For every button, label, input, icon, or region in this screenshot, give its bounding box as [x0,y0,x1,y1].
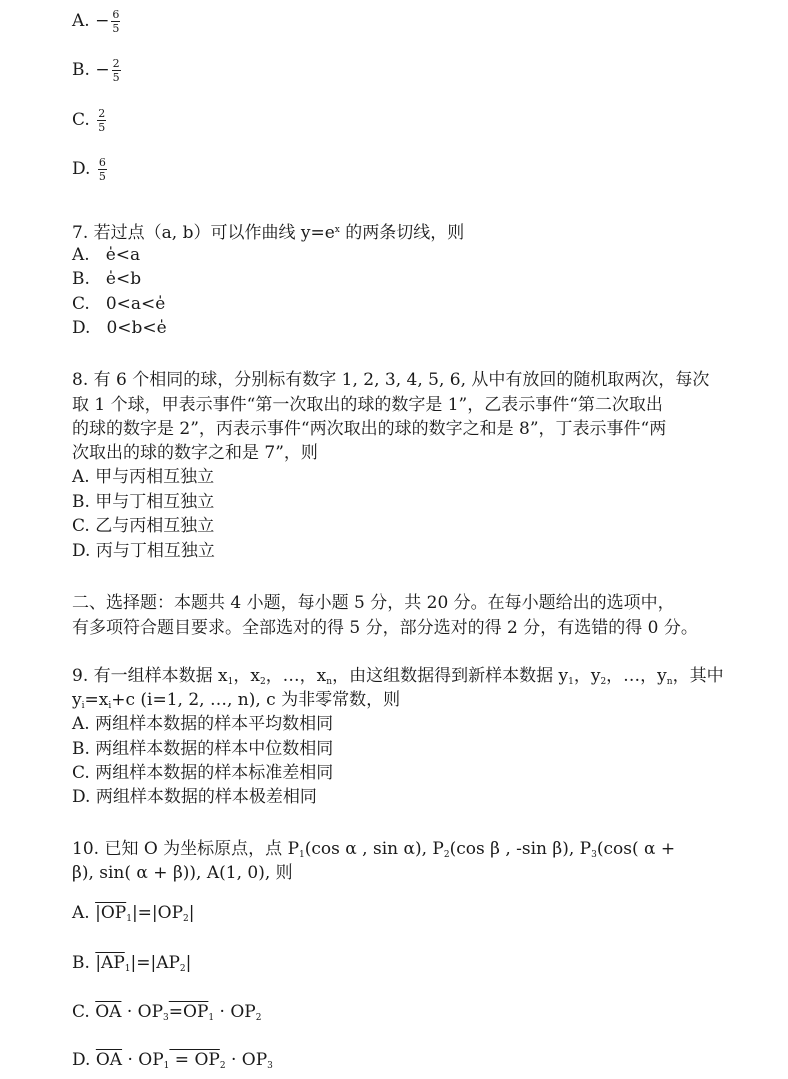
q9-option-c: C. 两组样本数据的样本标准差相同 [72,763,334,783]
q9-option-b: B. 两组样本数据的样本中位数相同 [72,739,334,759]
q8-option-a: A. 甲与丙相互独立 [72,467,215,487]
q7-option-b: B. e̍<b [72,269,142,289]
q9-stem-line2: $y_i=x_i+c$ (i=1, 2, …, n), c 为非零常数，则 [72,690,401,711]
q9-option-a: A. 两组样本数据的样本平均数相同 [72,714,334,734]
q8-stem-line: 8. 有 6 个相同的球，分别标有数字 1, 2, 3, 4, 5, 6, 从中有放回的随机取两次，每次 [72,370,710,390]
q7-option-c: C. 0<a<e̍ [72,294,166,314]
minus-sign: − [95,60,110,80]
option-label: C. [72,110,90,130]
option-label: D. [72,159,91,179]
q10-option-d: D. $\overline{OA} \cdot OP_1 = OP_2 \cdot OP_3$ [72,1050,273,1071]
section-heading-line: 二、选择题：本题共 4 小题，每小题 5 分，共 20 分。在每小题给出的选项中， [72,593,675,613]
q7-stem: 7. 若过点（a, b）可以作曲线 $y=e^x$ 的两条切线，则 [72,223,465,243]
q7-option-d: D. 0<b<e̍ [72,318,167,338]
q8-stem-line: 的球的数字是 2”，丙表示事件“两次取出的球的数字之和是 8”，丁表示事件“两 [72,419,667,439]
q10-option-b: B. $|AP_1|=|AP_2|$ [72,953,192,974]
fraction: $\frac{6}{5}$ [98,156,106,183]
q10-stem-line1: 10. 已知 O 为坐标原点，点 $P_1(\cos$ α , sin α), $P_2(\cos$ β , -sin β), $P_3(\cos$( α + [72,839,676,860]
q7-option-a: A. e̍<a [72,245,141,265]
q8-option-b: B. 甲与丁相互独立 [72,492,215,512]
q6-option-a [72,8,120,35]
minus-sign: − [95,11,110,31]
fraction: $\frac{2}{5}$ [98,107,106,134]
fraction: $\frac{6}{5}$ [112,8,120,35]
q10-stem-line2: β), sin( α + β)), A(1, 0), 则 [72,863,293,883]
q6-option-c [72,107,106,134]
section-heading-line: 有多项符合题目要求。全部选对的得 5 分，部分选对的得 2 分，有选错的得 0 分。 [72,618,698,638]
q8-option-d: D. 丙与丁相互独立 [72,541,215,561]
q8-option-c: C. 乙与丙相互独立 [72,516,215,536]
q6-option-b [72,57,121,84]
q9-option-d: D. 两组样本数据的样本极差相同 [72,787,317,807]
q8-stem-line: 次取出的球的数字之和是 7”，则 [72,443,318,463]
option-label: A. [72,11,90,31]
q6-option-d [72,156,107,183]
option-label: B. [72,60,90,80]
fraction: $\frac{2}{5}$ [112,57,120,84]
q8-stem-line: 取 1 个球，甲表示事件“第一次取出的球的数字是 1”，乙表示事件“第二次取出 [72,395,663,415]
q10-option-c: C. $\overline{OA} \cdot OP_3=OP_1 \cdot OP_2$ [72,1002,262,1023]
q10-option-a: A. $|OP_1|=|OP_2|$ [72,903,195,924]
q9-stem-line1: 9. 有一组样本数据 $x_1$，$x_2$，…，$x_n$，由这组数据得到新样本数据 $y_1$，$y_2$，…，$y_n$，其中 [72,666,724,687]
